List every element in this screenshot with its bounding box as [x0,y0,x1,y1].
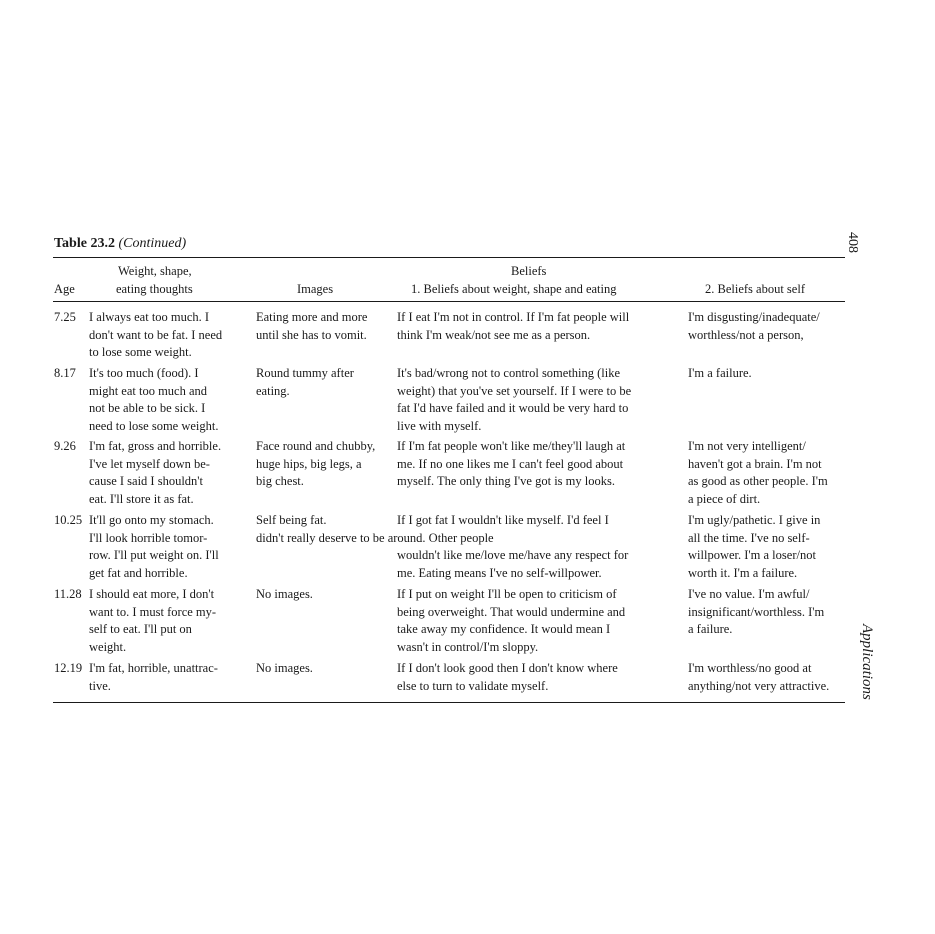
cell-line: I've let myself down be- [89,456,210,471]
cell-line: If I got fat I wouldn't like myself. I'd feel I [397,513,609,527]
cell-line: I've no value. I'm awful/ [688,587,810,601]
cell-beliefs-self [688,586,848,639]
cell-line: 11.28 [54,587,82,601]
cell-line: worthless/not a person, [688,327,804,342]
cell-beliefs-weight [397,512,689,582]
cell-line: big chest. [256,474,304,489]
cell-line: cause I said I shouldn't [89,474,204,489]
cell-beliefs-weight [397,586,689,656]
cell-line: Round tummy after [256,366,354,380]
cell-line: No images. [256,587,313,601]
cell-line: worth it. I'm a failure. [688,565,798,580]
cell-line: I'm worthless/no good at [688,661,812,675]
table-continued-label: (Continued) [118,236,187,251]
page-number: 408 [845,232,860,253]
cell-line: self to eat. I'll put on [89,622,192,637]
cell-line: I always eat too much. I [89,310,210,324]
cell-line: I'm fat, horrible, unattrac- [89,661,218,675]
cell-beliefs-weight [397,365,689,435]
cell-images [256,438,396,491]
cell-line: haven't got a brain. I'm not [688,456,822,471]
cell-line: huge hips, big legs, a [256,456,362,471]
cell-line: It's bad/wrong not to control something (like [397,366,621,380]
cell-line [397,530,689,548]
cell-line: If I put on weight I'll be open to criticism of [397,587,617,601]
cell-line: live with myself. [397,418,482,433]
cell-weight-thoughts [89,365,259,435]
cell-beliefs-self [688,309,848,344]
cell-line: I'm fat, gross and horrible. [89,439,222,453]
cell-weight-thoughts [89,438,259,508]
header-weight-line1: Weight, shape, [118,264,192,278]
cell-line: as good as other people. I'm [688,474,828,489]
cell-line: No images. [256,661,313,675]
cell-line: didn't really deserve to be around. Other people [256,530,494,545]
cell-line: don't want to be fat. I need [89,327,223,342]
cell-beliefs-self [688,438,848,508]
cell-images [256,512,494,547]
cell-line: me. Eating means I've no self-willpower. [397,565,602,580]
cell-line: think I'm weak/not see me as a person. [397,327,591,342]
header-images: Images [297,282,334,296]
cell-line: wouldn't like me/love me/have any respect for [397,548,629,563]
cell-line: me. If no one likes me I can't feel good about [397,456,624,471]
cell-beliefs-self [688,365,848,383]
header-beliefs: Beliefs [511,264,547,278]
cell-line: willpower. I'm a loser/not [688,548,816,563]
cell-weight-thoughts [89,309,259,362]
cell-line: If I eat I'm not in control. If I'm fat people will [397,310,630,324]
cell-line: Self being fat. [256,513,327,527]
cell-weight-thoughts [89,660,259,695]
table-number: Table 23.2 [54,236,115,251]
cell-age [54,660,88,678]
cell-line: all the time. I've no self- [688,530,810,545]
cell-line: 10.25 [54,513,83,527]
cell-line: weight. [89,639,127,654]
cell-line: eating. [256,383,290,398]
cell-line: 12.19 [54,661,83,675]
section-side-label: Applications [859,624,875,700]
cell-line: anything/not very attractive. [688,678,830,693]
cell-beliefs-self [688,512,848,582]
cell-line: wasn't in control/I'm sloppy. [397,639,539,654]
cell-line: not be able to be sick. I [89,401,206,416]
header-weight-line2: eating thoughts [116,282,193,296]
header-beliefs-weight: 1. Beliefs about weight, shape and eating [411,282,617,296]
table-caption [54,236,186,252]
header-age: Age [54,282,75,296]
cell-age [54,365,88,383]
cell-line: Eating more and more [256,310,368,324]
cell-weight-thoughts [89,512,259,582]
cell-line: Face round and chubby, [256,439,376,453]
cell-line: I should eat more, I don't [89,587,215,601]
cell-line: weight) that you've set yourself. If I were to be [397,383,632,398]
cell-line: else to turn to validate myself. [397,678,549,693]
cell-line: It's too much (food). I [89,366,199,380]
cell-line: until she has to vomit. [256,327,367,342]
table-top-rule [53,257,845,258]
cell-line: 7.25 [54,310,76,324]
cell-images [256,309,396,344]
cell-images [256,365,396,400]
cell-line: tive. [89,678,111,693]
cell-line: It'll go onto my stomach. [89,513,214,527]
header-beliefs-self: 2. Beliefs about self [705,282,805,296]
cell-beliefs-self [688,660,848,695]
cell-line: I'll look horrible tomor- [89,530,208,545]
cell-line: a piece of dirt. [688,491,761,506]
cell-images [256,586,396,604]
cell-line: 8.17 [54,366,76,380]
cell-line: being overweight. That would undermine and [397,604,626,619]
cell-beliefs-weight [397,438,689,491]
cell-age [54,512,88,530]
cell-line: 9.26 [54,439,76,453]
cell-weight-thoughts [89,586,259,656]
cell-beliefs-weight [397,660,689,695]
cell-line: insignificant/worthless. I'm [688,604,825,619]
cell-line: take away my confidence. It would mean I [397,622,611,637]
cell-line: myself. The only thing I've got is my looks. [397,474,615,489]
cell-line: want to. I must force my- [89,604,217,619]
cell-line: I'm disgusting/inadequate/ [688,310,820,324]
cell-line: I'm a failure. [688,366,752,380]
cell-line: I'm ugly/pathetic. I give in [688,513,821,527]
cell-age [54,586,88,604]
cell-line: fat I'd have failed and it would be very hard to [397,401,629,416]
cell-line: eat. I'll store it as fat. [89,491,194,506]
cell-line: to lose some weight. [89,345,192,360]
cell-line: a failure. [688,622,733,637]
table-bottom-rule [53,702,845,703]
cell-line: might eat too much and [89,383,208,398]
cell-line: If I'm fat people won't like me/they'll laugh at [397,439,626,453]
cell-line: get fat and horrible. [89,565,188,580]
cell-beliefs-weight [397,309,689,344]
cell-line: need to lose some weight. [89,418,219,433]
cell-line: If I don't look good then I don't know where [397,661,618,675]
cell-images [256,660,396,678]
table-header-rule [53,301,845,302]
cell-age [54,438,88,456]
cell-line: row. I'll put weight on. I'll [89,548,219,563]
cell-line: I'm not very intelligent/ [688,439,806,453]
cell-age [54,309,88,327]
